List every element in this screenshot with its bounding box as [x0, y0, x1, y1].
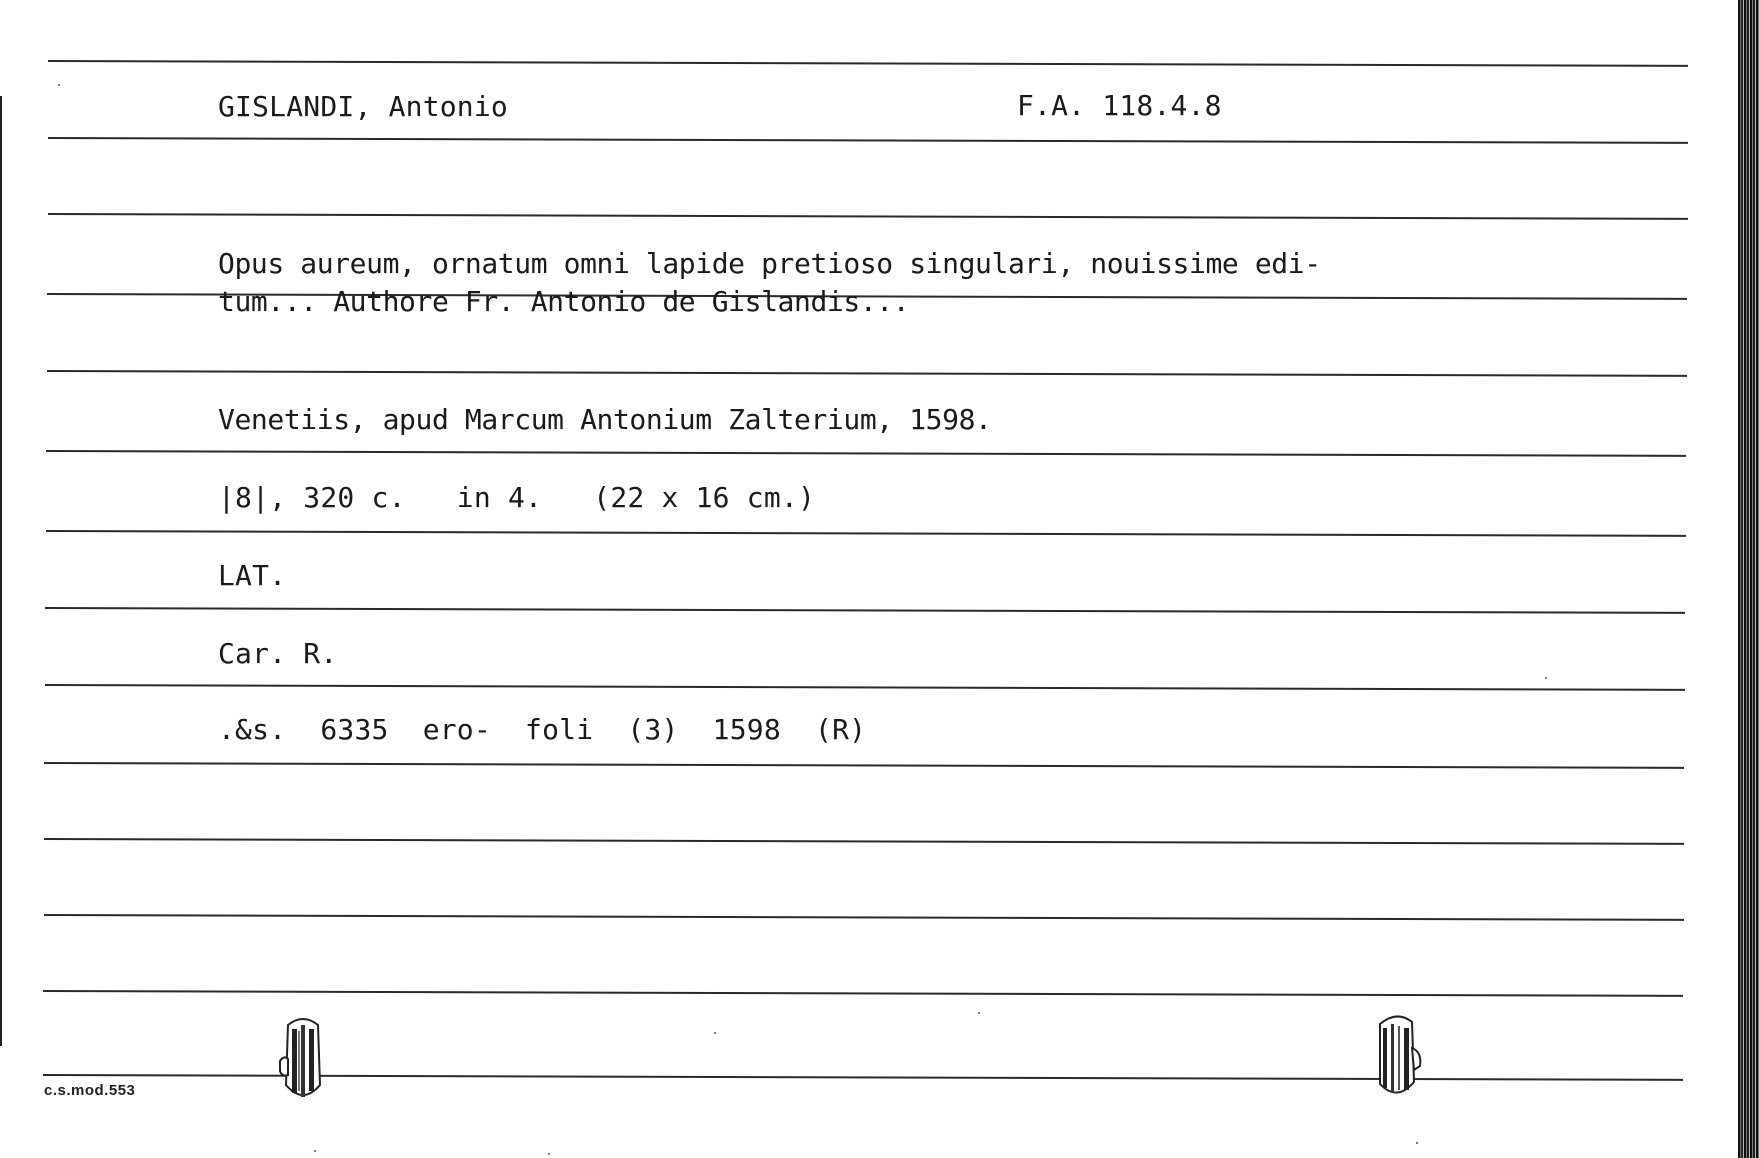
card-stack-edge	[1738, 0, 1759, 1158]
scan-speck	[548, 1153, 550, 1155]
ruled-line	[45, 684, 1685, 691]
scan-speck	[314, 1150, 316, 1152]
ruled-line	[44, 762, 1684, 769]
fingerprint: .&s. 6335 ero- foli (3) 1598 (R)	[218, 713, 867, 746]
scan-speck	[714, 1032, 716, 1034]
binder-ring-icon	[1368, 1012, 1426, 1098]
ruled-line	[48, 60, 1688, 67]
scan-speck	[1416, 1142, 1418, 1144]
imprint: Venetiis, apud Marcum Antonium Zalterium, 1598.	[218, 403, 992, 436]
scan-speck	[978, 1012, 980, 1014]
author-heading: GISLANDI, Antonio	[218, 90, 508, 123]
title-line-1: Opus aureum, ornatum omni lapide pretioso singulari, nouissime edi-	[218, 247, 1321, 280]
scan-speck	[58, 84, 60, 86]
language: LAT.	[218, 559, 287, 592]
collation: |8|, 320 c. in 4. (22 x 16 cm.)	[218, 481, 816, 514]
shelfmark: F.A. 118.4.8	[1017, 89, 1222, 122]
ruled-line	[46, 530, 1686, 537]
material: Car. R.	[218, 637, 338, 670]
ruled-line	[46, 450, 1686, 457]
binder-ring-icon	[274, 1015, 332, 1101]
form-code: c.s.mod.553	[44, 1082, 136, 1099]
title-line-2: tum... Authore Fr. Antonio de Gislandis...	[218, 285, 910, 318]
ruled-line	[44, 838, 1684, 845]
ruled-line	[43, 990, 1683, 997]
ruled-line	[44, 914, 1684, 921]
ruled-line	[47, 370, 1687, 377]
ruled-line	[48, 213, 1688, 220]
ruled-line	[48, 137, 1688, 144]
ruled-line	[45, 607, 1685, 614]
card-left-edge	[0, 96, 2, 1046]
scan-speck	[1545, 677, 1547, 679]
